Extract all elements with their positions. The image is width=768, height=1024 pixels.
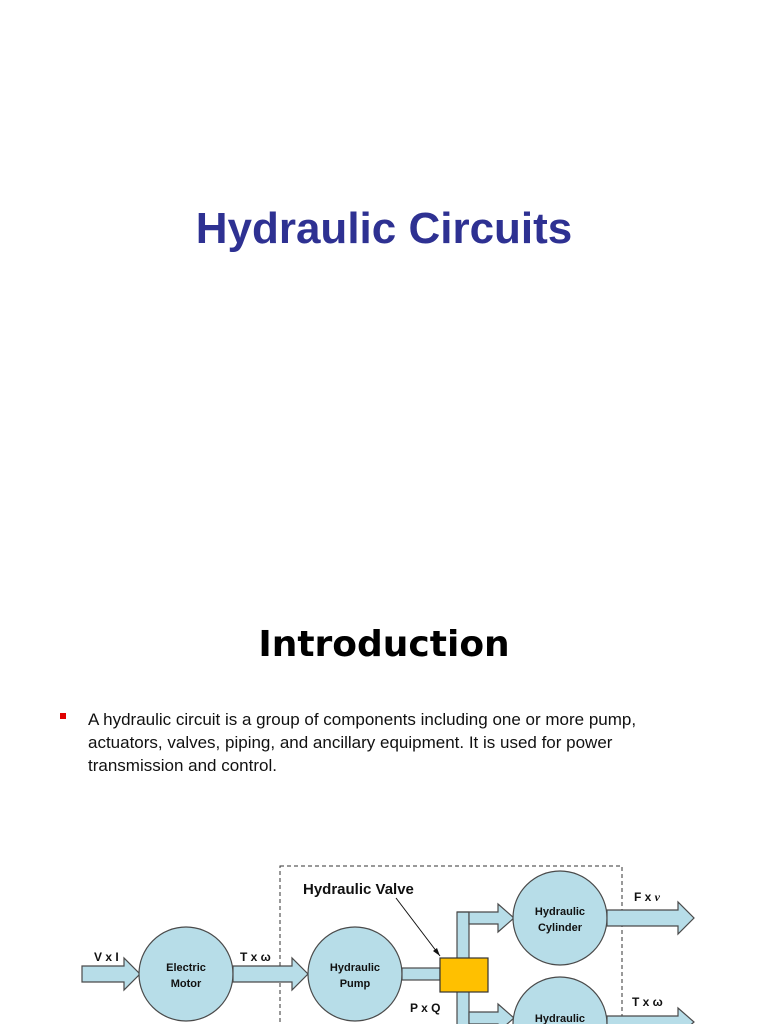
hydraulic-pump-node: [308, 927, 402, 1021]
valve-callout-arrowhead: [433, 948, 440, 956]
pump-output-label: P x Q: [410, 1001, 441, 1015]
cylinder-output-velocity: v: [654, 890, 660, 904]
slide-title: Hydraulic Circuits: [195, 204, 573, 253]
valve-callout-line: [396, 898, 440, 956]
hydraulic-motor-output-label: T x ω: [632, 995, 663, 1009]
hydraulic-cylinder-node: [513, 871, 607, 965]
cylinder-output-arrow: [607, 902, 694, 934]
cylinder-output-force: F x: [634, 890, 655, 904]
bullet-square-icon: [60, 713, 66, 719]
input-label: V x I: [94, 950, 119, 964]
introduction-slide: [0, 576, 768, 1024]
electric-motor-label-1: Electric: [166, 962, 206, 974]
hydraulic-circuit-diagram: [0, 856, 768, 1024]
bullet-item: [58, 708, 698, 777]
motor-output-label: T x ω: [240, 950, 271, 964]
valve-callout-label: Hydraulic Valve: [303, 881, 414, 898]
hydraulic-pump-label-1: Hydraulic: [329, 962, 381, 974]
cylinder-output-label: [634, 890, 661, 904]
hydraulic-cylinder-label-2: Cylinder: [537, 922, 583, 934]
hydraulic-pump-label-2: Pump: [339, 978, 371, 990]
hydraulic-valve-node: [440, 958, 488, 992]
hydraulic-cylinder-label-1: Hydraulic: [534, 906, 586, 918]
valve-to-motor-arrow: [469, 1004, 514, 1024]
hydraulic-motor-label-1: Hydraulic: [534, 1013, 586, 1024]
pump-to-valve-pipe: [402, 968, 440, 980]
electric-motor-node: [139, 927, 233, 1021]
slide-heading: Introduction: [258, 624, 510, 665]
electric-motor-label-2: Motor: [170, 978, 202, 990]
bullet-text: A hydraulic circuit is a group of components including one or more pump, actuators, valves, piping, and ancillary equipment. It is used for power transmission and control.: [88, 710, 637, 775]
hydraulic-motor-output-arrow: [607, 1008, 694, 1024]
